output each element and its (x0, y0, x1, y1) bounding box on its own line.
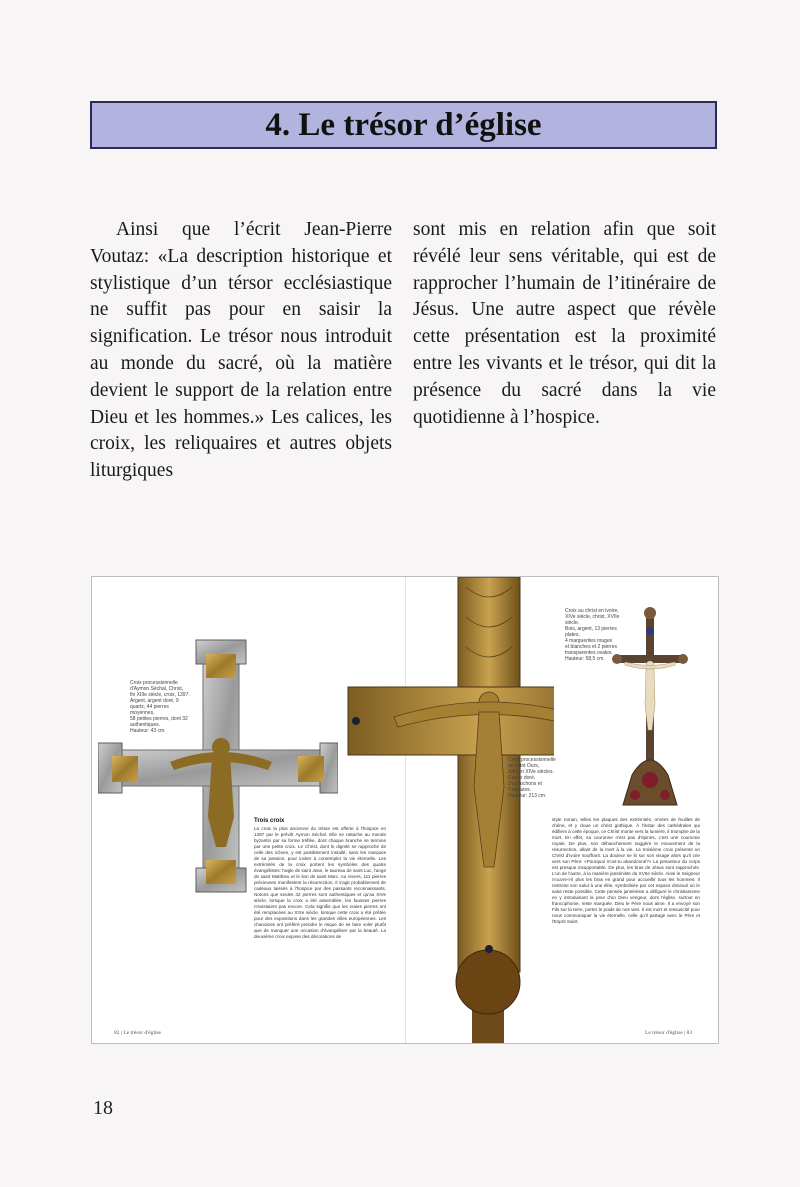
book-spread-image (91, 576, 719, 1044)
intro-column-left (90, 217, 392, 485)
page-number: 18 (93, 1097, 113, 1119)
spread-text-right (552, 817, 700, 925)
intro-paragraph-left: Ainsi que l’écrit Jean-Pierre Voutaz: «La description historique et stylistique d’un térsor ecclésiastique ne suffit pas pour en saisir la signification. Le trésor nous introduit au monde du sacré, où la matière devient le support de la relation entre Dieu et les hommes.» Les calices, les croix, les reliquaires et autres objets liturgiques (90, 219, 392, 482)
saint-ours-cross-photo (344, 577, 554, 1044)
chapter-title: 4. Le trésor d’église (265, 106, 542, 143)
spread-body-left: La croix la plus ancienne du trésor est offerte à l'hospice en 1397 par le prévôt Aymon Séchal. Elle se rattache au monde byzantin par sa forme tréflée, dont chaque branche se termine par une petite croix. Le Christ, dont le dignité se rapproche de celle des icônes, y est paisiblement installé, sans les marques de sa passion, pour inviter à contempler la vie éternelle. Les extrémités de la croix portent les symboles des quatre évangélistes: l'aigle de saint Jean, le taureau de saint Luc, l'ange de saint Matthieu et le lion de saint Marc. Au revers, 111 pierres précieuses manifestent la résurrection. Il s'agit probablement de cadeaux laissés à l'hospice par des passants reconnaissants. Notons que seules 32 pierres sont authentiques et qu'au XIVe siècle, lorsque la croix a été assemblée, les fausses pierres n'existaient pas encore. Cela signifie que les vraies pierres ont été remplacées au XIXe siècle, lorsque cette croix a été prêtée pour des expositions dans les grandes villes européennes. Les chanoines ont préféré prendre le risque de se faire voler plutôt que de manquer une occasion d'évangéliser par la beauté. La deuxième croix expose des décorations de (254, 826, 386, 939)
intro-paragraph-right: sont mis en relation afin que soit révélé leur sens véritable, qui est de rapprocher l’humain de l’itinéraire de Jésus. Une autre aspect que révèle cette présentation est la proximité entre les vivants et le trésor, qui dit la présence du sacré dans la vie quotidienne à l’hospice. (413, 219, 716, 428)
caption-center-cross: Croix processionnelle de saint Ours, XIIIe et XIVe siècles. Cuivre doré, 2 cabochons et 7 topazes. Hauteur: 213 cm. (508, 757, 556, 799)
folio-left: 82 | Le trésor d'église (114, 1030, 161, 1036)
caption-right-cross: Croix au christ en ivoire, XIVe siècle, christ, XVIIe siècle. Bois, argent, 13 pierres plates, 4 marguerites rouges et blanches et 2 pierres transparentes ovales. Hauteur: 58,5 cm. (565, 608, 620, 662)
spread-text-left (254, 818, 386, 940)
intro-column-right (413, 217, 716, 431)
section-heading-trois-croix: Trois croix (254, 818, 285, 824)
spread-body-right: style roman, telles les plaques des extrémités, ornées de feuilles de chêne, et y cloue un christ gothique. À l'instar des cathédrales qui édifient à cette époque, ce Christ monte vers la lumière, il triomphe de la mort. En effet, sa couronne n'est pas d'épines, c'est une couronne royale. De plus, son déhanchement suggère le mouvement de la résurrection, allant de la mort à la vie. La troisième croix présente un Christ d'ivoire souffrant. La douleur se lit sur son visage alors qu'il crie vers son Père: «Pourquoi m'as-tu abandonné?» La pesanteur du corps est presque insupportable. De plus, les bras de Jésus sont rapprochés. L'un de l'autre, à la manière janséniste du XVIIe siècle. Ainsi le Seigneur n'ouvre-t-il plus les bras en grand pour accueillir tous les hommes. Il restreint son salut à une élite, symbolisée par cet espace diminué où le salut reste possible. Cette pensée janséniste a défiguré le christianisme en y introduisant la peur d'un Dieu vengeur, dont l'église, surtout en francophonie, reste marquée. Dieu le Père nous aime. Il a envoyé son Fils sur la terre, porter le poids de nos vies. Il est mort et ressuscité pour nous communiquer la vie éternelle, celle qu'il partage avec le Père et l'Esprit Saint. (552, 817, 700, 924)
chapter-title-box (90, 101, 717, 149)
folio-right: Le trésor d'église | 83 (645, 1030, 692, 1036)
caption-left-cross: Croix processionnelle d'Aymon Séchal, Christ, fin XIIIe siècle, croix, 1397. Argent, argent doré, 9 quartz, 44 pierres moyennes, 58 petites pierres, dont 32 authentiques. Hauteur: 43 cm. (130, 680, 190, 734)
